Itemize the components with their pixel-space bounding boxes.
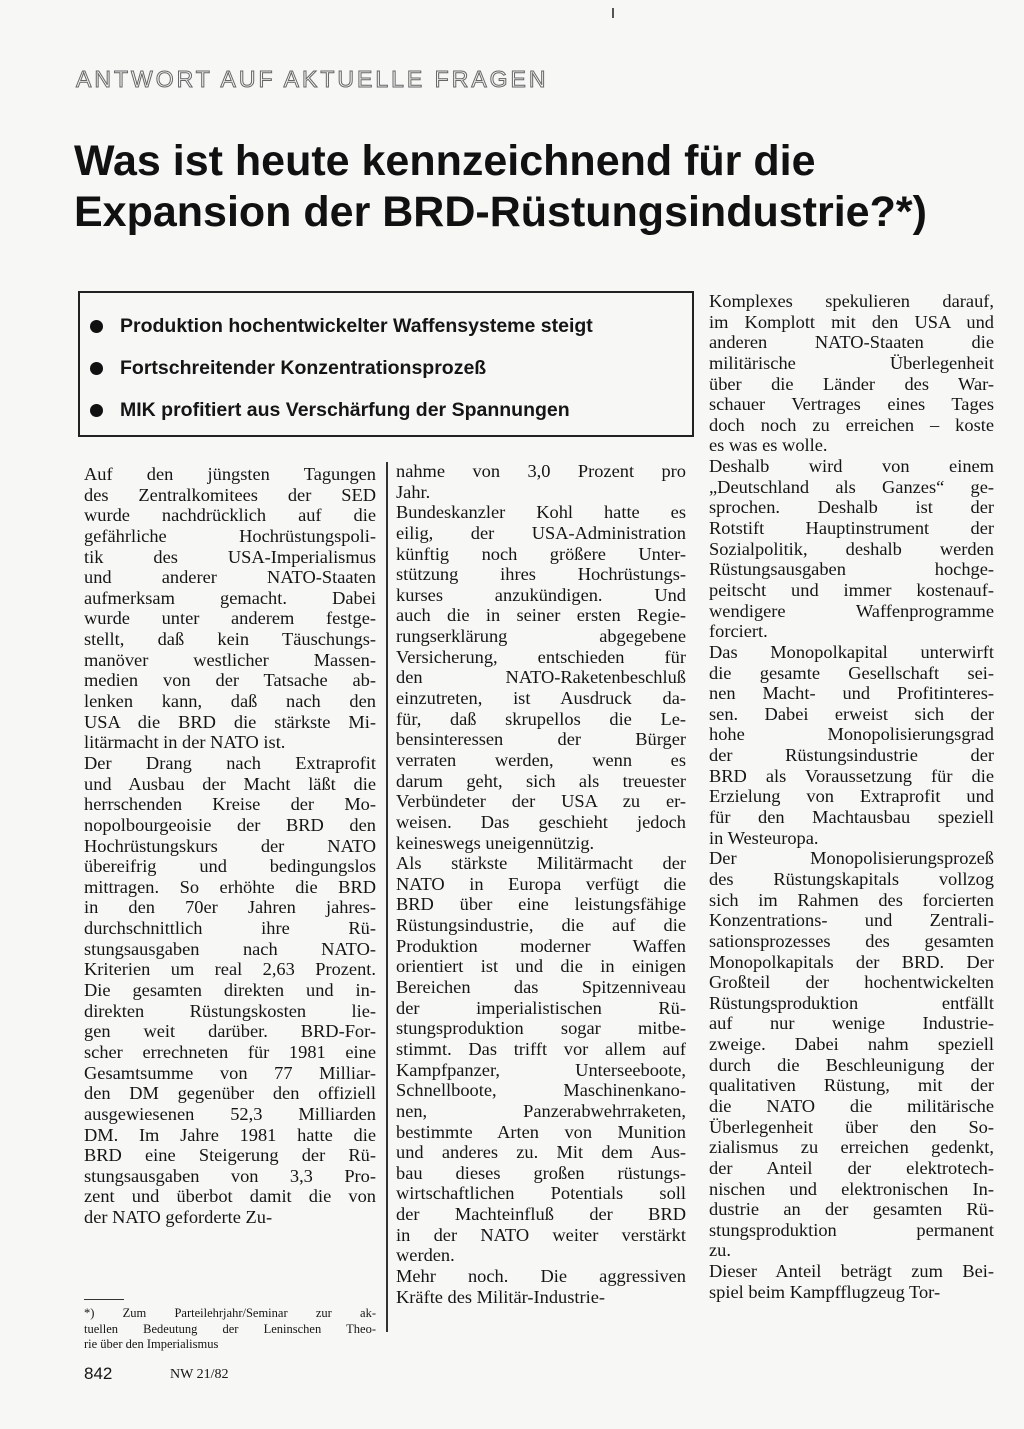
text-line: die NATO die militärische [709, 1095, 994, 1116]
footnote-rule [84, 1299, 124, 1300]
paragraph [709, 848, 994, 1261]
text-line: und Ausbau der Macht läßt die [84, 773, 376, 794]
text-line: Rüstungsproduktion entfällt [709, 992, 994, 1013]
footnote-line: tuellen Bedeutung der Leninschen Theo- [84, 1321, 376, 1336]
text-line: gen weit darüber. BRD-For- [84, 1021, 376, 1042]
text-line: der NATO geforderte Zu- [84, 1207, 273, 1228]
text-line: scher errechneten für 1981 eine [84, 1041, 376, 1062]
text-line: Deshalb wird von einem [709, 456, 994, 477]
text-line: stungsproduktion sogar mitbe- [396, 1018, 686, 1039]
text-line: Versicherung, entschieden für [396, 646, 686, 667]
summary-box [78, 291, 694, 437]
summary-point [90, 347, 692, 389]
text-line: der Anteil der elektrotech- [709, 1157, 994, 1178]
text-line: für, daß skrupellos die Le- [396, 708, 686, 729]
text-line: in Westeuropa. [709, 827, 819, 848]
text-line: rungserklärung abgegebene [396, 626, 686, 647]
text-line: BRD eine Steigerung der Rü- [84, 1145, 376, 1166]
text-line: in den 70er Jahren jahres- [84, 897, 376, 918]
text-line: Jahr. [396, 481, 431, 502]
text-line: ausgewiesenen 52,3 Milliarden [84, 1103, 376, 1124]
article-headline [74, 136, 984, 238]
text-line: mittragen. So erhöhte die BRD [84, 876, 376, 897]
text-line: hohe Monopolisierungsgrad [709, 724, 994, 745]
paragraph [709, 456, 994, 642]
text-line: nopolbourgeoisie der BRD den [84, 814, 376, 835]
text-line: Der Drang nach Extraprofit [84, 752, 376, 773]
text-line: stungsproduktion permanent [709, 1219, 994, 1240]
text-line: Der Monopolisierungsprozeß [709, 848, 994, 869]
text-line: den DM gegenüber den offiziell [84, 1083, 376, 1104]
text-line: doch noch zu erreichen – koste [709, 414, 994, 435]
text-line: durchschnittlich ihre Rü- [84, 918, 376, 939]
text-line: DM. Im Jahre 1981 hatte die [84, 1124, 376, 1145]
text-line: gefährliche Hochrüstungspoli- [84, 525, 376, 546]
text-line: BRD als Voraussetzung für die [709, 765, 994, 786]
text-line: Rüstungsindustrie, die auf die [396, 915, 686, 936]
text-line: und anderes zu. Mit dem Aus- [396, 1142, 686, 1163]
text-line: bestimmte Arten von Munition [396, 1121, 686, 1142]
text-line: peitscht und immer kostenauf- [709, 579, 994, 600]
text-line: Kampfpanzer, Unterseeboote, [396, 1059, 686, 1080]
text-line: Rüstungsausgaben hochge- [709, 559, 994, 580]
text-line: kurses anzukündigen. Und [396, 584, 686, 605]
text-line: Auf den jüngsten Tagungen [84, 464, 376, 484]
summary-point [90, 305, 692, 347]
text-line: Konzentrations- und Zentrali- [709, 910, 994, 931]
paragraph [396, 502, 686, 853]
text-line: des Zentralkomitees der SED [84, 484, 376, 505]
text-column-1 [84, 464, 376, 1228]
text-line: der Rüstungsindustrie der [709, 745, 994, 766]
text-column-2 [396, 461, 686, 1307]
paragraph [709, 642, 994, 848]
text-line: stimmt. Das trifft vor allem auf [396, 1038, 686, 1059]
text-line: manöver westlicher Massen- [84, 649, 376, 670]
text-line: in der NATO weiter verstärkt [396, 1224, 686, 1245]
text-line: wurde unter anderem festge- [84, 608, 376, 629]
text-line: spiel beim Kampfflugzeug Tor- [709, 1281, 941, 1302]
column-divider [386, 462, 388, 1332]
text-line: Als stärkste Militärmacht der [396, 853, 686, 874]
text-line: wendigere Waffenprogramme [709, 600, 994, 621]
text-line: übereifrig und bedingungslos [84, 856, 376, 877]
text-line: Mehr noch. Die aggressiven [396, 1265, 686, 1286]
text-line: und anderer NATO-Staaten [84, 567, 376, 588]
text-line: wurde nachdrücklich auf die [84, 505, 376, 526]
text-line: über die Länder des War- [709, 373, 994, 394]
text-line: anderen NATO-Staaten die [709, 332, 994, 353]
text-column-3 [709, 291, 994, 1302]
text-line: Hochrüstungskurs der NATO [84, 835, 376, 856]
footnote-line: *) Zum Parteilehrjahr/Seminar zur ak- [84, 1306, 376, 1320]
page-number: 842 [84, 1364, 113, 1383]
headline-line: Was ist heute kennzeichnend für die [74, 137, 816, 185]
text-line: bensinteressen der Bürger [396, 729, 686, 750]
text-line: militärische Überlegenheit [709, 352, 994, 373]
text-line: Produktion moderner Waffen [396, 935, 686, 956]
text-line: Großteil der hochentwickelten [709, 972, 994, 993]
summary-text: Produktion hochentwickelter Waffensysteme steigt [120, 314, 593, 337]
text-line: eilig, der USA-Administration [396, 522, 686, 543]
text-line: sen. Dabei erweist sich der [709, 703, 994, 724]
text-line: stützung ihres Hochrüstungs- [396, 564, 686, 585]
text-line: wirtschaftlichen Potentials soll [396, 1183, 686, 1204]
text-line: verraten werden, wenn es [396, 749, 686, 770]
text-line: NATO in Europa verfügt die [396, 873, 686, 894]
text-line: litärmacht in der NATO ist. [84, 732, 286, 753]
text-line: Rotstift Hauptinstrument der [709, 518, 994, 539]
summary-text: Fortschreitender Konzentrationsprozeß [120, 356, 487, 379]
text-line: weisen. Das geschieht jedoch [396, 811, 686, 832]
summary-point [90, 389, 692, 431]
print-speck [612, 8, 614, 18]
text-line: orientiert ist und die in einigen [396, 956, 686, 977]
section-kicker: ANTWORT AUF AKTUELLE FRAGEN [76, 66, 549, 92]
text-line: der Machteinfluß der BRD [396, 1204, 686, 1225]
text-line: tik des USA-Imperialismus [84, 546, 376, 567]
text-line: Dieser Anteil beträgt zum Bei- [709, 1261, 994, 1282]
text-line: Komplexes spekulieren darauf, [709, 291, 994, 311]
text-line: stungsausgaben nach NATO- [84, 938, 376, 959]
text-line: „Deutschland als Ganzes“ ge- [709, 476, 994, 497]
bullet-icon [90, 404, 103, 417]
text-line: direkten Rüstungskosten lie- [84, 1000, 376, 1021]
text-line: schauer Vertrages eines Tages [709, 394, 994, 415]
text-line: Erzielung von Extraprofit und [709, 786, 994, 807]
text-line: Monopolkapitals der BRD. Der [709, 951, 994, 972]
paragraph [84, 753, 376, 1228]
text-line: durch die Beschleunigung der [709, 1054, 994, 1075]
text-line: im Komplott mit den USA und [709, 311, 994, 332]
paragraph [84, 464, 376, 753]
text-line: Verbündeter der USA zu er- [396, 791, 686, 812]
text-line: Kräfte des Militär-Industrie- [396, 1286, 606, 1307]
text-line: der imperialistischen Rü- [396, 997, 686, 1018]
paragraph [709, 291, 994, 456]
text-line: einzutreten, ist Ausdruck da- [396, 688, 686, 709]
text-line: qualitativen Rüstung, mit der [709, 1075, 994, 1096]
text-line: bau dieses großen rüstungs- [396, 1162, 686, 1183]
text-line: für den Machtausbau speziell [709, 807, 994, 828]
text-line: den NATO-Raketenbeschluß [396, 667, 686, 688]
text-line: sich im Rahmen des forcierten [709, 889, 994, 910]
issue-label: NW 21/82 [170, 1367, 229, 1382]
text-line: nischen und elektronischen In- [709, 1178, 994, 1199]
text-line: künftig noch größere Unter- [396, 543, 686, 564]
text-line: dustrie an der gesamten Rü- [709, 1199, 994, 1220]
text-line: aufmerksam gemacht. Dabei [84, 587, 376, 608]
text-line: lenken kann, daß nach den [84, 691, 376, 712]
text-line: nen, Panzerabwehrraketen, [396, 1100, 686, 1121]
text-line: es was es wolle. [709, 435, 828, 456]
footnote [84, 1306, 376, 1353]
text-line: die gesamte Gesellschaft sei- [709, 662, 994, 683]
text-line: nahme von 3,0 Prozent pro [396, 461, 686, 481]
text-line: USA die BRD die stärkste Mi- [84, 711, 376, 732]
text-line: Das Monopolkapital unterwirft [709, 641, 994, 662]
text-line: medien von der Tatsache ab- [84, 670, 376, 691]
text-line: Bundeskanzler Kohl hatte es [396, 502, 686, 523]
text-line: auf nur wenige Industrie- [709, 1013, 994, 1034]
text-line: Bereichen das Spitzenniveau [396, 977, 686, 998]
text-line: zialismus zu erreichen gedenkt, [709, 1137, 994, 1158]
text-line: Gesamtsumme von 77 Milliar- [84, 1062, 376, 1083]
paragraph [396, 461, 686, 502]
text-line: zweige. Dabei nahm speziell [709, 1034, 994, 1055]
text-line: forciert. [709, 621, 768, 642]
text-line: herrschenden Kreise der Mo- [84, 794, 376, 815]
text-line: keineswegs uneigennützig. [396, 832, 595, 853]
footnote-line: rie über den Imperialismus [84, 1337, 219, 1351]
paragraph [709, 1261, 994, 1302]
headline-line: Expansion der BRD-Rüstungsindustrie?*) [74, 188, 927, 236]
text-line: auch die in seiner ersten Regie- [396, 605, 686, 626]
bullet-icon [90, 362, 103, 375]
text-line: zu. [709, 1240, 731, 1261]
bullet-icon [90, 320, 103, 333]
text-line: Kriterien um real 2,63 Prozent. [84, 959, 376, 980]
summary-text: MIK profitiert aus Verschärfung der Spannungen [120, 398, 570, 421]
text-line: darum geht, sich als treuester [396, 770, 686, 791]
text-line: Die gesamten direkten und in- [84, 980, 376, 1001]
text-line: zent und überbot damit die von [84, 1186, 376, 1207]
paragraph [396, 1266, 686, 1307]
paragraph [396, 853, 686, 1266]
text-line: Schnellboote, Maschinenkano- [396, 1080, 686, 1101]
text-line: stungsausgaben von 3,3 Pro- [84, 1165, 376, 1186]
text-line: sationsprozesses des gesamten [709, 930, 994, 951]
text-line: sprochen. Deshalb ist der [709, 497, 994, 518]
text-line: stellt, daß kein Täuschungs- [84, 629, 376, 650]
text-line: werden. [396, 1245, 455, 1266]
text-line: des Rüstungskapitals vollzog [709, 868, 994, 889]
text-line: nen Macht- und Profitinteres- [709, 683, 994, 704]
text-line: Überlegenheit über den So- [709, 1116, 994, 1137]
text-line: Sozialpolitik, deshalb werden [709, 538, 994, 559]
text-line: BRD über eine leistungsfähige [396, 894, 686, 915]
